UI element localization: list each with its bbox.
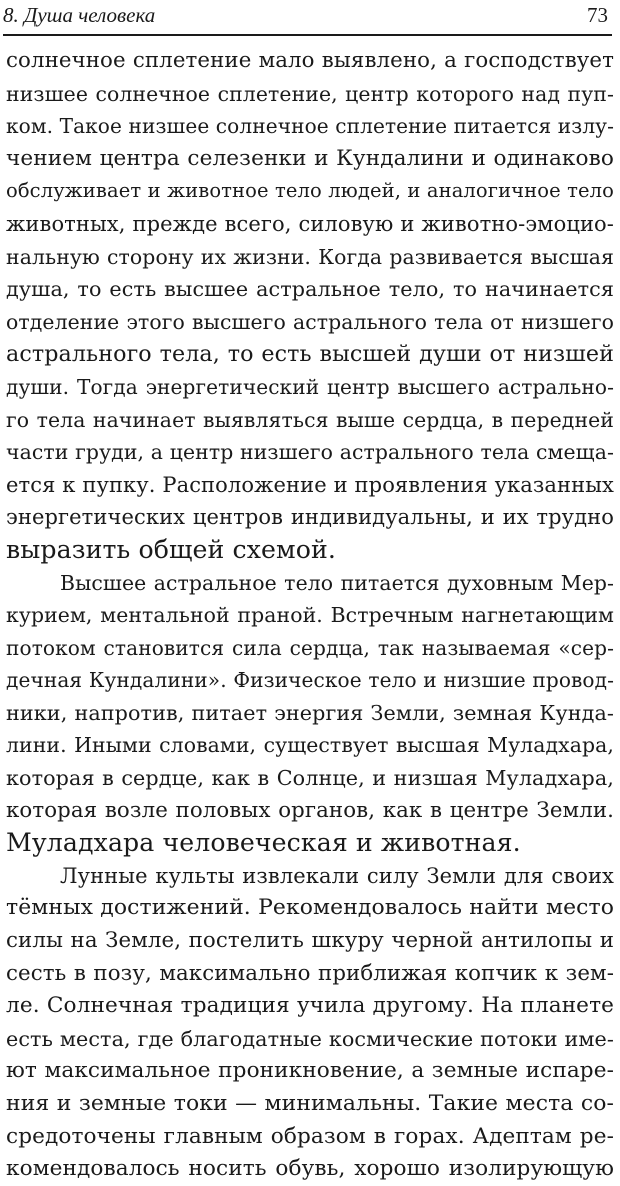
text-line: обслуживает и животное тело людей, и аналогичное тело — [6, 179, 614, 203]
text-line: лини. Иными словами, существует высшая Муладхара, — [6, 733, 614, 758]
text-line: дечная Кундалини». Физическое тело и низшие провод- — [6, 668, 614, 693]
text-line: которая возле половых органов, как в центре Земли. — [6, 797, 614, 823]
text-line: тёмных достижений. Рекомендовалось найти место — [6, 895, 614, 921]
text-line: низшее солнечное сплетение, центр которого над пуп- — [6, 81, 614, 106]
text-line: потоком становится сила сердца, так называемая «сер- — [6, 635, 614, 660]
text-line: ния и земные токи — минимальны. Такие места со- — [6, 1091, 614, 1116]
text-line: ется к пупку. Расположение и проявления указанных — [6, 472, 614, 497]
text-line: сесть в позу, максимально приближая копчик к зем- — [6, 960, 614, 986]
text-line: чением центра селезенки и Кундалини и одинаково — [6, 145, 614, 171]
text-line: ники, напротив, питает энергия Земли, земная Кунда- — [6, 700, 614, 725]
text-line: курием, ментальной праной. Встречным нагнетающим — [6, 603, 614, 628]
page-header — [3, 0, 612, 36]
text-line: ле. Солнечная традиция учила другому. На планете — [6, 993, 614, 1019]
text-line: есть места, где благодатные космические потоки име- — [6, 1026, 614, 1051]
text-line: нальную сторону их жизни. Когда развивается высшая — [6, 244, 614, 269]
text-line: животных, прежде всего, силовую и животно-эмоцио- — [6, 211, 614, 236]
text-line: солнечное сплетение мало выявлено, а господствует — [6, 48, 614, 73]
text-line: ют максимальное проникновение, а земные испаре- — [6, 1058, 614, 1084]
text-line: выразить общей схемой. — [6, 534, 336, 564]
text-line: отделение этого высшего астрального тела от низшего — [6, 309, 614, 334]
text-line: Муладхара человеческая и животная. — [6, 828, 521, 858]
text-line: го тела начинает выявляться выше сердца, в передней — [6, 407, 614, 432]
text-line: которая в сердце, как в Солнце, и низшая Муладхара, — [6, 766, 614, 791]
text-line: средоточены главным образом в горах. Адептам ре- — [6, 1123, 614, 1149]
text-line: ком. Такое низшее солнечное сплетение питается излу- — [6, 114, 614, 139]
running-head: 8. Душа человека — [3, 3, 156, 27]
page-number: 73 — [587, 3, 608, 27]
text-line: астрального тела, то есть высшей души от низшей — [6, 341, 614, 368]
text-line: души. Тогда энергетический центр высшего астрально- — [6, 374, 614, 399]
body-text — [6, 45, 614, 1186]
text-line: Высшее астральное тело питается духовным Мер- — [60, 570, 614, 595]
text-line: душа, то есть высшее астральное тело, то начинается — [6, 277, 614, 302]
text-line: Лунные культы извлекали силу Земли для своих — [60, 863, 614, 888]
text-line: силы на Земле, постелить шкуру черной антилопы и — [6, 928, 614, 954]
text-line: энергетических центров индивидуальны, и их трудно — [6, 505, 614, 530]
text-line: части груди, а центр низшего астрального тела смеща- — [6, 440, 614, 465]
text-line: комендовалось носить обувь, хорошо изолирующую — [6, 1156, 614, 1182]
